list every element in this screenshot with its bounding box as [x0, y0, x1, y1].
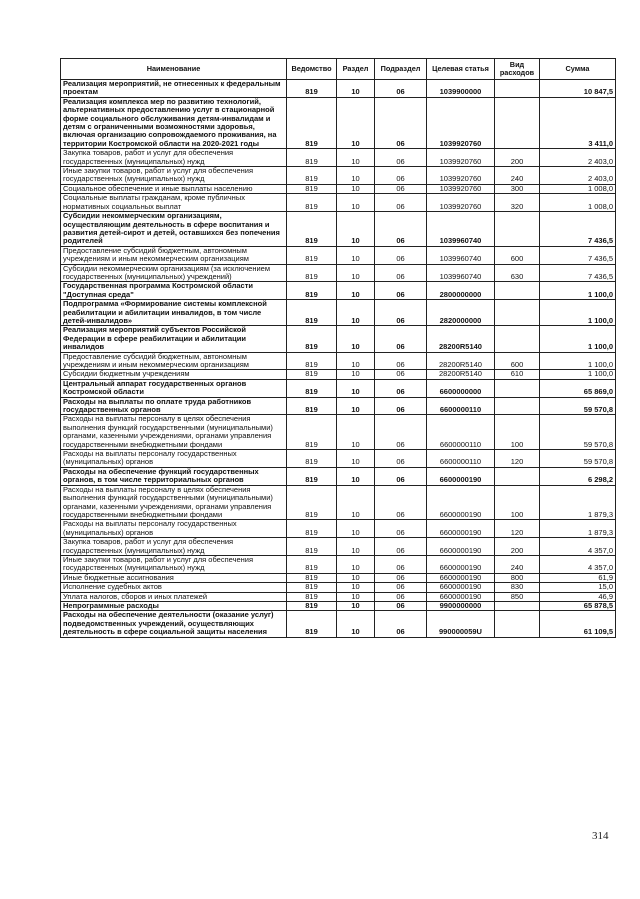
cell-target: 1039920760 — [427, 149, 495, 167]
cell-subsection: 06 — [375, 397, 427, 415]
table-row — [61, 246, 616, 264]
cell-subsection: 06 — [375, 583, 427, 592]
cell-name: Уплата налогов, сборов и иных платежей — [61, 592, 287, 601]
cell-type: 300 — [495, 184, 540, 193]
table-row — [61, 583, 616, 592]
cell-target: 28200R5140 — [427, 352, 495, 370]
cell-subsection: 06 — [375, 80, 427, 98]
cell-section: 10 — [337, 538, 375, 556]
cell-target: 6600000190 — [427, 485, 495, 520]
cell-sum: 10 847,5 — [540, 80, 616, 98]
cell-name: Иные закупки товаров, работ и услуг для обеспечения государственных (муниципальных) нужд — [61, 167, 287, 185]
cell-subsection: 06 — [375, 149, 427, 167]
header-name: Наименование — [61, 59, 287, 80]
cell-section: 10 — [337, 326, 375, 352]
cell-name: Реализация мероприятий субъектов Российской Федерации в сфере реабилитации и абилитации инвалидов — [61, 326, 287, 352]
cell-subsection: 06 — [375, 555, 427, 573]
cell-type: 240 — [495, 555, 540, 573]
table-row — [61, 538, 616, 556]
table-row — [61, 352, 616, 370]
cell-subsection: 06 — [375, 520, 427, 538]
cell-section: 10 — [337, 592, 375, 601]
cell-name: Субсидии некоммерческим организациям (за исключением государственных (муниципальных) учреждений) — [61, 264, 287, 282]
cell-type: 200 — [495, 538, 540, 556]
table-row — [61, 326, 616, 352]
cell-dept: 819 — [287, 326, 337, 352]
cell-sum: 4 357,0 — [540, 555, 616, 573]
cell-name: Центральный аппарат государственных органов Костромской области — [61, 379, 287, 397]
cell-name: Государственная программа Костромской области "Доступная среда" — [61, 282, 287, 300]
cell-dept: 819 — [287, 520, 337, 538]
cell-dept: 819 — [287, 555, 337, 573]
table-row — [61, 370, 616, 379]
cell-section: 10 — [337, 80, 375, 98]
cell-type: 100 — [495, 485, 540, 520]
cell-name: Иные закупки товаров, работ и услуг для обеспечения государственных (муниципальных) нужд — [61, 555, 287, 573]
cell-subsection: 06 — [375, 611, 427, 637]
cell-subsection: 06 — [375, 592, 427, 601]
header-subsection: Подраздел — [375, 59, 427, 80]
cell-target: 1039920760 — [427, 184, 495, 193]
cell-name: Подпрограмма «Формирование системы комплексной реабилитации и абилитации инвалидов, в том числе детей-инвалидов» — [61, 300, 287, 326]
cell-sum: 7 436,5 — [540, 246, 616, 264]
table-header-row — [61, 59, 616, 80]
cell-type: 800 — [495, 573, 540, 582]
table-row — [61, 194, 616, 212]
cell-target: 1039960740 — [427, 212, 495, 247]
cell-sum: 46,9 — [540, 592, 616, 601]
cell-type: 120 — [495, 450, 540, 468]
cell-section: 10 — [337, 601, 375, 610]
cell-target: 2820000000 — [427, 300, 495, 326]
cell-type: 600 — [495, 246, 540, 264]
cell-sum: 61 109,5 — [540, 611, 616, 637]
table-row — [61, 97, 616, 148]
cell-name: Закупка товаров, работ и услуг для обеспечения государственных (муниципальных) нужд — [61, 149, 287, 167]
cell-target: 28200R5140 — [427, 370, 495, 379]
cell-sum: 15,0 — [540, 583, 616, 592]
cell-dept: 819 — [287, 467, 337, 485]
cell-sum: 2 403,0 — [540, 149, 616, 167]
table-row — [61, 573, 616, 582]
table-row — [61, 282, 616, 300]
cell-section: 10 — [337, 300, 375, 326]
cell-dept: 819 — [287, 611, 337, 637]
cell-section: 10 — [337, 555, 375, 573]
cell-section: 10 — [337, 370, 375, 379]
cell-subsection: 06 — [375, 352, 427, 370]
cell-target: 1039920760 — [427, 97, 495, 148]
cell-sum: 1 008,0 — [540, 194, 616, 212]
table-row — [61, 184, 616, 193]
cell-subsection: 06 — [375, 485, 427, 520]
cell-dept: 819 — [287, 264, 337, 282]
cell-dept: 819 — [287, 583, 337, 592]
cell-subsection: 06 — [375, 450, 427, 468]
cell-dept: 819 — [287, 415, 337, 450]
cell-name: Иные бюджетные ассигнования — [61, 573, 287, 582]
cell-sum: 1 879,3 — [540, 520, 616, 538]
table-row — [61, 611, 616, 637]
cell-subsection: 06 — [375, 194, 427, 212]
cell-subsection: 06 — [375, 326, 427, 352]
cell-subsection: 06 — [375, 97, 427, 148]
table-row — [61, 149, 616, 167]
cell-name: Расходы на выплаты персоналу государственных (муниципальных) органов — [61, 450, 287, 468]
table-row — [61, 520, 616, 538]
cell-dept: 819 — [287, 370, 337, 379]
header-section: Раздел — [337, 59, 375, 80]
cell-name: Реализация комплекса мер по развитию технологий, альтернативных предоставлению услуг в стационарной форме социального обслуживания детям-инвалидам и детям с ограниченными возможностями здоровья, включая организацию сопровождаемого проживания, на территории Костромской области на 2020-2021 годы — [61, 97, 287, 148]
cell-sum: 65 869,0 — [540, 379, 616, 397]
cell-type — [495, 212, 540, 247]
cell-subsection: 06 — [375, 264, 427, 282]
cell-target: 1039960740 — [427, 264, 495, 282]
cell-type: 100 — [495, 415, 540, 450]
cell-name: Предоставление субсидий бюджетным, автономным учреждениям и иным некоммерческим организациям — [61, 352, 287, 370]
cell-target: 1039920760 — [427, 194, 495, 212]
cell-target: 6600000110 — [427, 450, 495, 468]
cell-dept: 819 — [287, 194, 337, 212]
cell-sum: 4 357,0 — [540, 538, 616, 556]
cell-dept: 819 — [287, 212, 337, 247]
cell-type: 120 — [495, 520, 540, 538]
cell-dept: 819 — [287, 149, 337, 167]
cell-name: Расходы на выплаты персоналу государственных (муниципальных) органов — [61, 520, 287, 538]
cell-sum: 61,9 — [540, 573, 616, 582]
cell-name: Реализация мероприятий, не отнесенных к федеральным проектам — [61, 80, 287, 98]
cell-subsection: 06 — [375, 467, 427, 485]
cell-type: 320 — [495, 194, 540, 212]
cell-sum: 6 298,2 — [540, 467, 616, 485]
cell-sum: 1 100,0 — [540, 370, 616, 379]
cell-subsection: 06 — [375, 246, 427, 264]
cell-target: 6600000190 — [427, 555, 495, 573]
cell-type — [495, 379, 540, 397]
cell-dept: 819 — [287, 592, 337, 601]
cell-dept: 819 — [287, 300, 337, 326]
cell-dept: 819 — [287, 601, 337, 610]
cell-type — [495, 601, 540, 610]
cell-section: 10 — [337, 415, 375, 450]
cell-dept: 819 — [287, 573, 337, 582]
cell-section: 10 — [337, 97, 375, 148]
cell-section: 10 — [337, 450, 375, 468]
cell-name: Предоставление субсидий бюджетным, автономным учреждениям и иным некоммерческим организациям — [61, 246, 287, 264]
table-row — [61, 300, 616, 326]
cell-section: 10 — [337, 282, 375, 300]
cell-target: 6600000190 — [427, 467, 495, 485]
cell-sum: 1 100,0 — [540, 326, 616, 352]
cell-sum: 1 008,0 — [540, 184, 616, 193]
cell-target: 6600000190 — [427, 583, 495, 592]
cell-name: Расходы на выплаты персоналу в целях обеспечения выполнения функций государственными (муниципальными) органами, казенными учреждениями, органами управления государственными внебюджетными фондами — [61, 485, 287, 520]
cell-dept: 819 — [287, 450, 337, 468]
cell-section: 10 — [337, 194, 375, 212]
table-row — [61, 555, 616, 573]
cell-subsection: 06 — [375, 370, 427, 379]
cell-subsection: 06 — [375, 573, 427, 582]
budget-table — [60, 58, 616, 638]
cell-type — [495, 97, 540, 148]
cell-type: 610 — [495, 370, 540, 379]
cell-dept: 819 — [287, 167, 337, 185]
cell-dept: 819 — [287, 80, 337, 98]
cell-target: 6600000110 — [427, 415, 495, 450]
cell-sum: 3 411,0 — [540, 97, 616, 148]
cell-type: 630 — [495, 264, 540, 282]
header-type: Вид расходов — [495, 59, 540, 80]
cell-subsection: 06 — [375, 167, 427, 185]
cell-sum: 65 878,5 — [540, 601, 616, 610]
cell-subsection: 06 — [375, 282, 427, 300]
cell-sum: 1 100,0 — [540, 352, 616, 370]
cell-section: 10 — [337, 485, 375, 520]
cell-name: Расходы на обеспечение функций государственных органов, в том числе территориальных органов — [61, 467, 287, 485]
cell-dept: 819 — [287, 184, 337, 193]
table-row — [61, 379, 616, 397]
cell-target: 2800000000 — [427, 282, 495, 300]
cell-sum: 59 570,8 — [540, 450, 616, 468]
page-number: 314 — [592, 830, 609, 842]
table-row — [61, 167, 616, 185]
table-row — [61, 212, 616, 247]
cell-target: 1039960740 — [427, 246, 495, 264]
cell-name: Непрограммные расходы — [61, 601, 287, 610]
cell-type: 850 — [495, 592, 540, 601]
cell-subsection: 06 — [375, 212, 427, 247]
table-body — [61, 80, 616, 638]
cell-section: 10 — [337, 379, 375, 397]
cell-type — [495, 397, 540, 415]
table-row — [61, 592, 616, 601]
cell-sum: 1 100,0 — [540, 282, 616, 300]
cell-type — [495, 80, 540, 98]
table-row — [61, 601, 616, 610]
cell-section: 10 — [337, 583, 375, 592]
cell-section: 10 — [337, 611, 375, 637]
cell-sum: 1 879,3 — [540, 485, 616, 520]
cell-name: Расходы на выплаты персоналу в целях обеспечения выполнения функций государственными (муниципальными) органами, казенными учреждениями, органами управления государственными внебюджетными фондами — [61, 415, 287, 450]
header-dept: Ведомство — [287, 59, 337, 80]
cell-name: Социальные выплаты гражданам, кроме публичных нормативных социальных выплат — [61, 194, 287, 212]
cell-target: 6600000110 — [427, 397, 495, 415]
cell-target: 1039920760 — [427, 167, 495, 185]
cell-target: 990000059U — [427, 611, 495, 637]
cell-sum: 1 100,0 — [540, 300, 616, 326]
cell-section: 10 — [337, 467, 375, 485]
cell-target: 28200R5140 — [427, 326, 495, 352]
cell-dept: 819 — [287, 379, 337, 397]
cell-type: 600 — [495, 352, 540, 370]
cell-section: 10 — [337, 167, 375, 185]
cell-subsection: 06 — [375, 184, 427, 193]
cell-dept: 819 — [287, 485, 337, 520]
cell-name: Субсидии бюджетным учреждениям — [61, 370, 287, 379]
cell-name: Исполнение судебных актов — [61, 583, 287, 592]
table-row — [61, 80, 616, 98]
cell-subsection: 06 — [375, 379, 427, 397]
cell-section: 10 — [337, 573, 375, 582]
cell-subsection: 06 — [375, 601, 427, 610]
cell-type: 830 — [495, 583, 540, 592]
cell-dept: 819 — [287, 97, 337, 148]
header-target: Целевая статья — [427, 59, 495, 80]
cell-subsection: 06 — [375, 300, 427, 326]
cell-name: Субсидии некоммерческим организациям, осуществляющим деятельность в сфере воспитания и развития детей-сирот и детей, оставшихся без попечения родителей — [61, 212, 287, 247]
cell-section: 10 — [337, 184, 375, 193]
cell-type — [495, 611, 540, 637]
cell-section: 10 — [337, 246, 375, 264]
cell-section: 10 — [337, 264, 375, 282]
cell-target: 6600000190 — [427, 573, 495, 582]
cell-name: Расходы на обеспечение деятельности (оказание услуг) подведомственных учреждений, осуществляющих деятельность в сфере социальной защиты населения — [61, 611, 287, 637]
cell-type: 200 — [495, 149, 540, 167]
cell-target: 6600000000 — [427, 379, 495, 397]
table-row — [61, 264, 616, 282]
cell-sum: 59 570,8 — [540, 415, 616, 450]
cell-name: Социальное обеспечение и иные выплаты населению — [61, 184, 287, 193]
cell-subsection: 06 — [375, 415, 427, 450]
cell-dept: 819 — [287, 246, 337, 264]
cell-section: 10 — [337, 149, 375, 167]
cell-target: 6600000190 — [427, 592, 495, 601]
cell-type — [495, 282, 540, 300]
cell-type — [495, 326, 540, 352]
cell-target: 6600000190 — [427, 538, 495, 556]
table-row — [61, 415, 616, 450]
cell-type — [495, 300, 540, 326]
cell-section: 10 — [337, 397, 375, 415]
cell-name: Расходы на выплаты по оплате труда работников государственных органов — [61, 397, 287, 415]
cell-sum: 7 436,5 — [540, 212, 616, 247]
cell-type — [495, 467, 540, 485]
cell-section: 10 — [337, 352, 375, 370]
cell-dept: 819 — [287, 538, 337, 556]
cell-target: 9900000000 — [427, 601, 495, 610]
table-row — [61, 485, 616, 520]
cell-sum: 2 403,0 — [540, 167, 616, 185]
cell-target: 6600000190 — [427, 520, 495, 538]
table-row — [61, 450, 616, 468]
cell-sum: 59 570,8 — [540, 397, 616, 415]
cell-sum: 7 436,5 — [540, 264, 616, 282]
table-row — [61, 467, 616, 485]
cell-section: 10 — [337, 520, 375, 538]
cell-dept: 819 — [287, 397, 337, 415]
cell-dept: 819 — [287, 352, 337, 370]
cell-target: 1039900000 — [427, 80, 495, 98]
header-sum: Сумма — [540, 59, 616, 80]
cell-section: 10 — [337, 212, 375, 247]
table-row — [61, 397, 616, 415]
cell-name: Закупка товаров, работ и услуг для обеспечения государственных (муниципальных) нужд — [61, 538, 287, 556]
cell-subsection: 06 — [375, 538, 427, 556]
cell-type: 240 — [495, 167, 540, 185]
cell-dept: 819 — [287, 282, 337, 300]
